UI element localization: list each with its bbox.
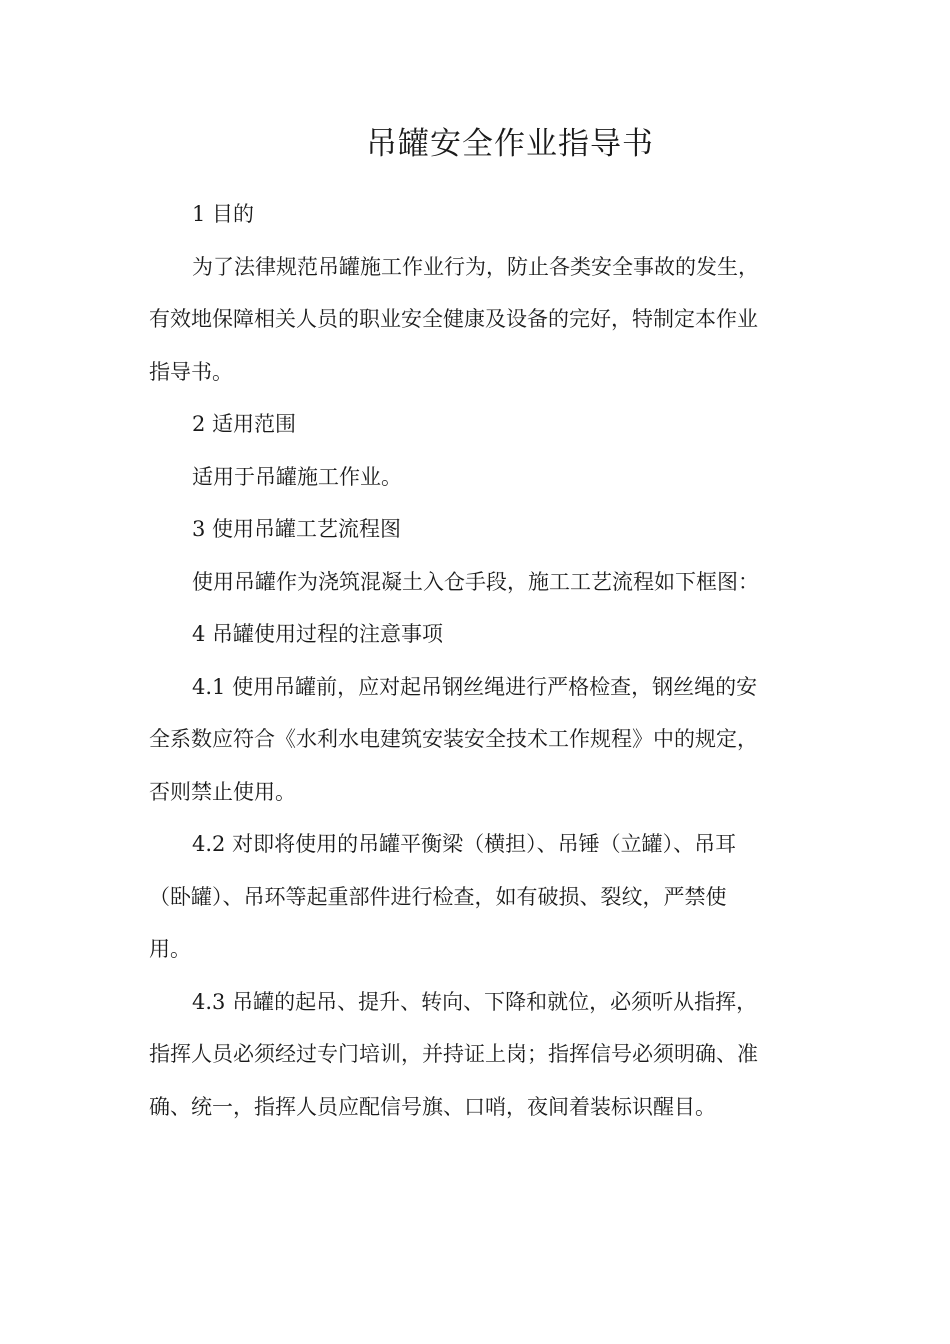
paragraph-4-2-line-1: 4.2 对即将使用的吊罐平衡梁（横担）、吊锤（立罐）、吊耳 <box>192 832 737 856</box>
paragraph-4-2-line-2: （卧罐）、吊环等起重部件进行检查，如有破损、裂纹，严禁使 <box>149 884 727 909</box>
paragraph-4-3-line-1: 4.3 吊罐的起吊、提升、转向、下降和就位，必须听从指挥， <box>192 989 758 1014</box>
paragraph-flow: 使用吊罐作为浇筑混凝土入仓手段，施工工艺流程如下框图： <box>192 569 759 594</box>
section-heading-2: 2 适用范围 <box>192 412 297 436</box>
section-heading-4: 4 吊罐使用过程的注意事项 <box>192 622 444 646</box>
section-heading-3: 3 使用吊罐工艺流程图 <box>192 517 402 541</box>
body-text <box>149 188 801 1133</box>
paragraph-4-3-line-2: 指挥人员必须经过专门培训，并持证上岗；指挥信号必须明确、准 <box>149 1042 758 1066</box>
document-title: 吊罐安全作业指导书 <box>366 126 654 162</box>
section-heading-1: 1 目的 <box>192 202 255 226</box>
paragraph-4-1-line-3: 否则禁止使用。 <box>149 779 296 804</box>
paragraph-4-3-line-3: 确、统一，指挥人员应配信号旗、口哨，夜间着装标识醒目。 <box>149 1094 716 1119</box>
paragraph-4-2-line-3: 用。 <box>149 937 191 961</box>
paragraph-scope: 适用于吊罐施工作业。 <box>192 464 402 489</box>
paragraph-4-1-line-2: 全系数应符合《水利水电建筑安装安全技术工作规程》中的规定， <box>149 727 758 751</box>
paragraph-purpose-line-1: 为了法律规范吊罐施工作业行为，防止各类安全事故的发生， <box>192 254 759 279</box>
paragraph-4-1-line-1: 4.1 使用吊罐前，应对起吊钢丝绳进行严格检查，钢丝绳的安 <box>192 674 758 699</box>
paragraph-purpose-line-3: 指导书。 <box>149 359 233 384</box>
paragraph-purpose-line-2: 有效地保障相关人员的职业安全健康及设备的完好，特制定本作业 <box>149 307 758 331</box>
